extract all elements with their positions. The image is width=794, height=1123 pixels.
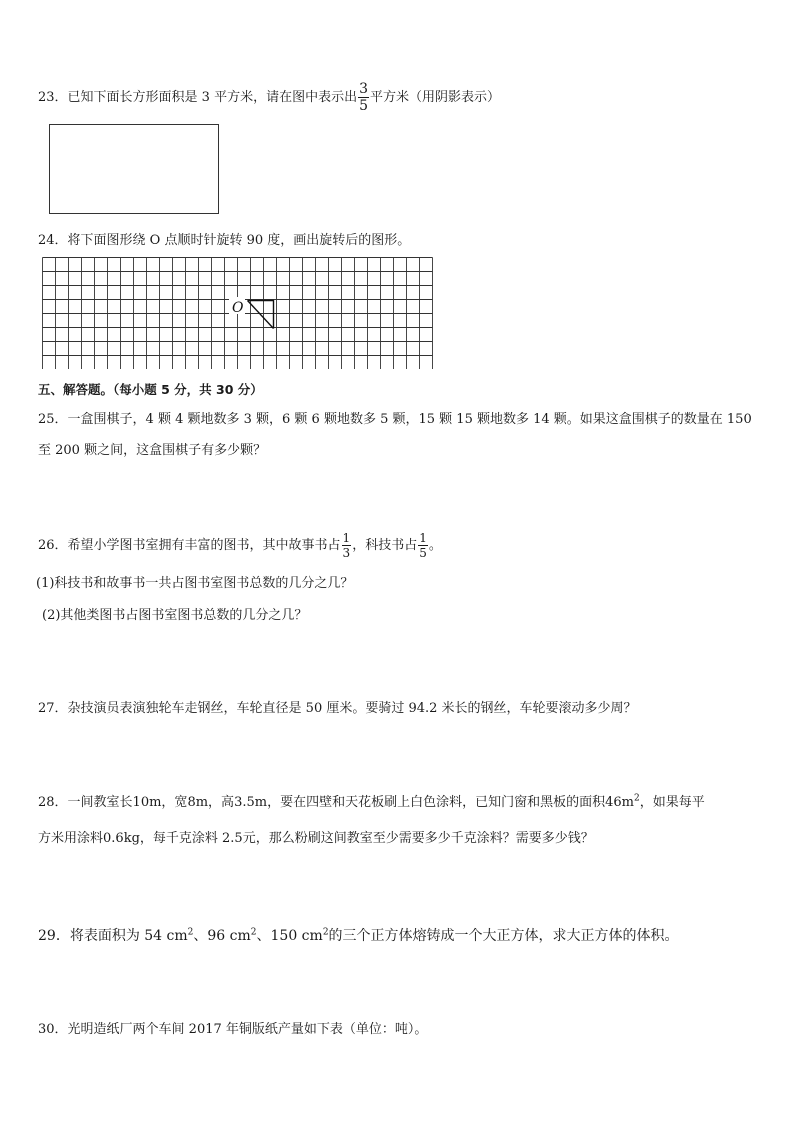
question-27: 27．杂技演员表演独轮车走钢丝，车轮直径是 50 厘米。要骑过 94.2 米长的钢丝，车轮要滚动多少周？ — [38, 701, 637, 716]
fraction-one-third: $\frac{1}{3}$ — [342, 531, 351, 560]
question-29: 29．将表面积为 54 $cm^2$、96 $cm^2$、150 $cm^2$的三个正方体熔铸成一个大正方体，求大正方体的体积。 — [38, 927, 679, 944]
question-28-line2: 方米用涂料0.6kg，每千克涂料 2.5元，那么粉刷这间教室至少需要多少千克涂料？需要多少钱？ — [38, 831, 594, 846]
fraction-three-fifths: $\frac{3}{5}$ — [359, 81, 368, 114]
question-23 — [38, 82, 500, 113]
rectangle-figure — [49, 124, 219, 214]
question-26-sub2: (2)其他类图书占图书室图书总数的几分之几？ — [42, 608, 308, 623]
q23-prefix: 23．已知下面长方形面积是 3 平方米，请在图中表示出 — [38, 90, 358, 105]
question-25-line2: 至 200 颗之间，这盒围棋子有多少颗？ — [38, 443, 267, 458]
point-o-label: O — [232, 300, 244, 316]
question-24: 24．将下面图形绕 O 点顺时针旋转 90 度，画出旋转后的图形。 — [38, 233, 411, 248]
question-30: 30．光明造纸厂两个车间 2017 年铜版纸产量如下表（单位：吨）。 — [38, 1022, 428, 1037]
question-25-line1: 25．一盒围棋子，4 颗 4 颗地数多 3 颗，6 颗 6 颗地数多 5 颗，15 颗 15 颗地数多 14 颗。如果这盒围棋子的数量在 150 — [38, 412, 752, 427]
question-28-line1: 28．一间教室长10m，宽8m，高3.5m，要在四壁和天花板刷上白色涂料，已知门窗和黑板的面积$46m^2$，如果每平 — [38, 793, 705, 810]
question-26-sub1: (1)科技书和故事书一共占图书室图书总数的几分之几？ — [36, 576, 354, 591]
q23-suffix: 平方米（用阴影表示） — [370, 90, 501, 105]
square-grid — [42, 257, 434, 369]
fraction-one-fifth: $\frac{1}{5}$ — [419, 531, 427, 560]
triangle-hypotenuse — [248, 301, 274, 329]
section-title: 五、解答题。（每小题 5 分，共 30 分） — [38, 382, 263, 397]
question-26: 26．希望小学图书室拥有丰富的图书，其中故事书占 $\frac{1}{3}$ ，科技书占 $\frac{1}{5}$ 。 — [38, 531, 442, 560]
